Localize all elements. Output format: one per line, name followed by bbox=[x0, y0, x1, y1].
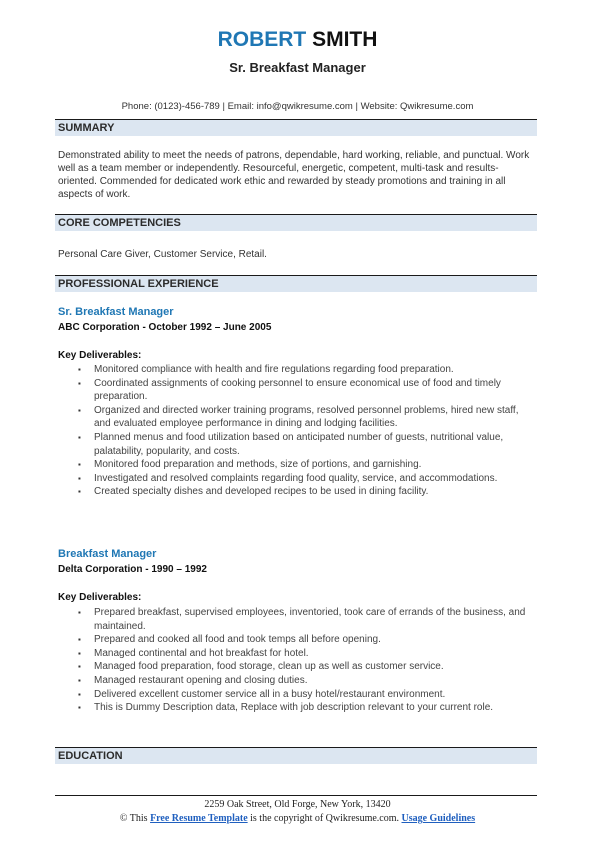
resume-header bbox=[0, 28, 595, 75]
bullet-icon: ▪ bbox=[78, 703, 81, 713]
bullet-icon: ▪ bbox=[78, 460, 81, 470]
deliverables-list bbox=[58, 363, 536, 499]
list-item: ▪ This is Dummy Description data, Replace with job description relevant to your current role. bbox=[78, 702, 494, 714]
bullet-icon: ▪ bbox=[78, 405, 81, 415]
list-item: ▪ Managed food preparation, food storage, clean up as well as customer service. bbox=[78, 661, 444, 673]
candidate-job-title: Sr. Breakfast Manager bbox=[229, 60, 366, 75]
job-title: Sr. Breakfast Manager bbox=[58, 306, 174, 318]
copyright-middle: is the copyright of Qwikresume.com. bbox=[250, 813, 399, 824]
list-item: ▪ Coordinated assignments of cooking personnel to ensure economical use of food and timely preparation. bbox=[78, 377, 501, 403]
bullet-icon: ▪ bbox=[78, 662, 81, 672]
list-item: ▪ Prepared and cooked all food and took temps all before opening. bbox=[78, 634, 381, 646]
job-company: ABC Corporation - October 1992 – June 2005 bbox=[58, 322, 272, 333]
list-item: ▪ Monitored compliance with health and fire regulations regarding food preparation. bbox=[78, 364, 454, 375]
competencies-text: Personal Care Giver, Customer Service, Retail. bbox=[58, 249, 267, 260]
list-item: ▪ Managed continental and hot breakfast for hotel. bbox=[78, 647, 309, 659]
list-item: ▪ Created specialty dishes and developed recipes to be used in dining facility. bbox=[78, 486, 429, 498]
list-item: ▪ Managed restaurant opening and closing duties. bbox=[78, 674, 308, 686]
bullet-icon: ▪ bbox=[78, 608, 81, 617]
list-item: ▪ Delivered excellent customer service all in a busy hotel/restaurant environment. bbox=[78, 688, 446, 700]
job-title: Breakfast Manager bbox=[58, 548, 157, 560]
experience-heading: PROFESSIONAL EXPERIENCE bbox=[55, 275, 537, 292]
summary-text: Demonstrated ability to meet the needs of patrons, dependable, hard working, reliable, and punctual. Work well as a team member or independently. Resourceful, energetic, competent, multi-task and results-oriented. Commended for dedicated work ethic and rewarded by steady promotions and training in all aspects of work. bbox=[58, 150, 530, 200]
candidate-name bbox=[0, 28, 595, 52]
usage-guidelines-link[interactable]: Usage Guidelines bbox=[401, 813, 476, 824]
first-name: ROBERT bbox=[217, 28, 307, 51]
job-company: Delta Corporation - 1990 – 1992 bbox=[58, 564, 207, 575]
list-item: ▪ Investigated and resolved complaints regarding food quality, service, and accommodations. bbox=[78, 472, 498, 484]
footer-divider bbox=[55, 795, 537, 796]
competencies-heading: CORE COMPETENCIES bbox=[55, 214, 537, 231]
deliverables-list bbox=[58, 606, 536, 715]
bullet-icon: ▪ bbox=[78, 487, 81, 497]
bullet-icon: ▪ bbox=[78, 432, 81, 442]
bullet-icon: ▪ bbox=[78, 675, 81, 685]
footer-copyright bbox=[0, 813, 595, 824]
education-heading: EDUCATION bbox=[55, 747, 537, 764]
list-item: ▪ Monitored food preparation and methods, size of portions, and garnishing. bbox=[78, 459, 422, 471]
bullet-icon: ▪ bbox=[78, 378, 81, 388]
contact-line: Phone: (0123)-456-789 | Email: info@qwikresume.com | Website: Qwikresume.com bbox=[121, 101, 474, 112]
footer-address: 2259 Oak Street, Old Forge, New York, 13420 bbox=[204, 799, 391, 810]
list-item: ▪ Planned menus and food utilization based on anticipated number of guests, nutritional value, palatability, popularity, and costs. bbox=[78, 431, 504, 457]
bullet-icon: ▪ bbox=[78, 689, 81, 699]
last-name: SMITH bbox=[312, 28, 378, 51]
key-deliverables-label: Key Deliverables: bbox=[58, 350, 142, 361]
copyright-prefix: © This bbox=[119, 813, 148, 824]
bullet-icon: ▪ bbox=[78, 648, 81, 658]
free-resume-template-link[interactable]: Free Resume Template bbox=[150, 813, 248, 824]
key-deliverables-label: Key Deliverables: bbox=[58, 592, 142, 603]
summary-heading: SUMMARY bbox=[55, 119, 537, 136]
bullet-icon: ▪ bbox=[78, 635, 81, 645]
bullet-icon: ▪ bbox=[78, 473, 81, 483]
list-item: ▪ Organized and directed worker training programs, resolved personnel problems, hired new staff, and evaluated employee performance in dining and lodging facilities. bbox=[78, 404, 519, 430]
bullet-icon: ▪ bbox=[78, 365, 81, 374]
list-item: ▪ Prepared breakfast, supervised employees, inventoried, took care of errands of the business, and maintained. bbox=[78, 607, 526, 632]
